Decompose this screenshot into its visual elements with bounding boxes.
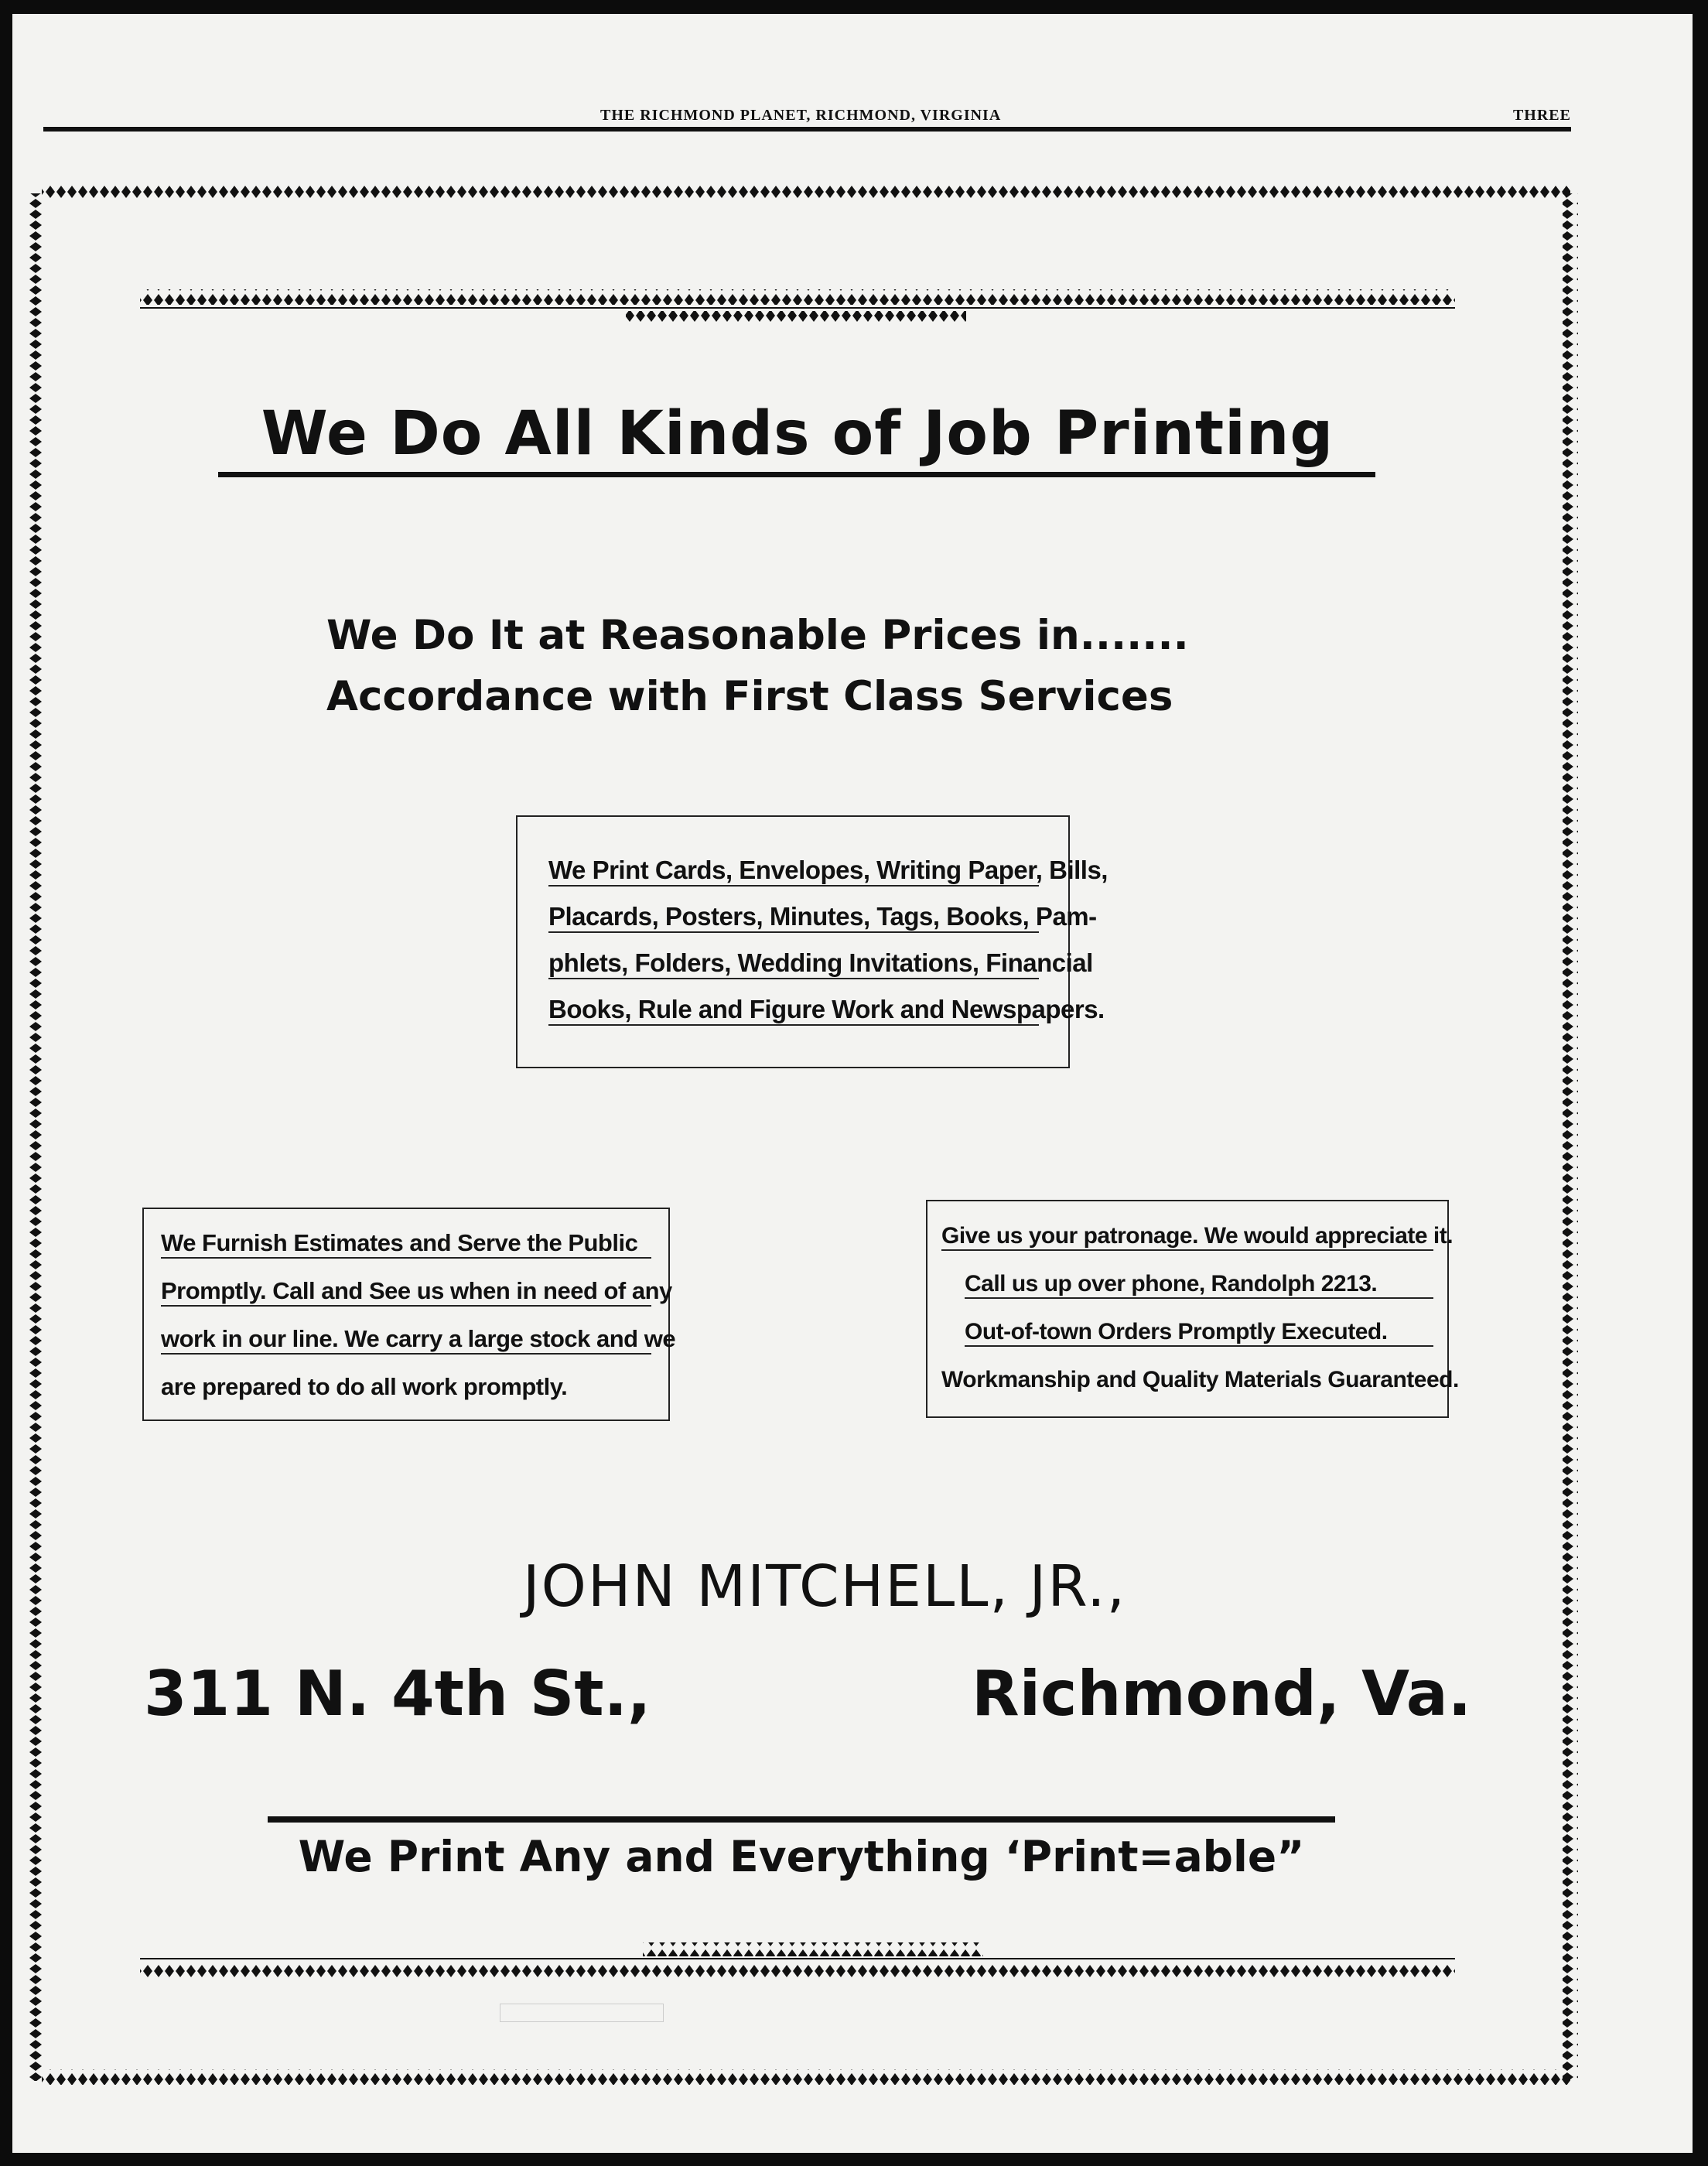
services-line-1: We Print Cards, Envelopes, Writing Paper, Bills, [548,856,1039,887]
headline: We Do All Kinds of Job Printing [261,399,1334,469]
newspaper-page [12,14,1693,2153]
headline-underline [218,472,1375,477]
services-line-3: phlets, Folders, Wedding Invitations, Financial [548,948,1039,979]
estimates-box [142,1208,676,1421]
street-address: 311 N. 4th St., [144,1658,651,1730]
patronage-line-1: Give us your patronage. We would appreciate it. [941,1223,1433,1251]
services-line-2: Placards, Posters, Minutes, Tags, Books, Pam- [548,902,1039,933]
subheading-line-2: Accordance with First Class Services [326,673,1173,720]
services-line-4: Books, Rule and Figure Work and Newspapers. [548,995,1039,1026]
running-title: THE RICHMOND PLANET, RICHMOND, VIRGINIA [600,107,1002,124]
patronage-line-2: Call us up over phone, Randolph 2213. [965,1271,1433,1299]
patronage-line-3: Out-of-town Orders Promptly Executed. [965,1319,1433,1347]
patronage-line-4: Workmanship and Quality Materials Guaranteed. [941,1367,1459,1392]
estimates-line-2: Promptly. Call and See us when in need of any [161,1277,651,1307]
city-address: Richmond, Va. [972,1658,1472,1730]
estimates-line-1: We Furnish Estimates and Serve the Public [161,1229,651,1259]
estimates-line-3: work in our line. We carry a large stock and we [161,1325,651,1355]
estimates-line-4: are prepared to do all work promptly. [161,1373,568,1400]
tagline: We Print Any and Everything ‘Print=able” [298,1832,1305,1881]
tagline-rule [268,1816,1335,1823]
page-number: THREE [1512,107,1571,124]
services-box [516,815,1108,1068]
subheading-line-1: We Do It at Reasonable Prices in....... [326,612,1189,659]
proprietor-name: JOHN MITCHELL, JR., [522,1553,1127,1620]
faded-stamp [500,2004,664,2022]
patronage-box [926,1200,1459,1418]
